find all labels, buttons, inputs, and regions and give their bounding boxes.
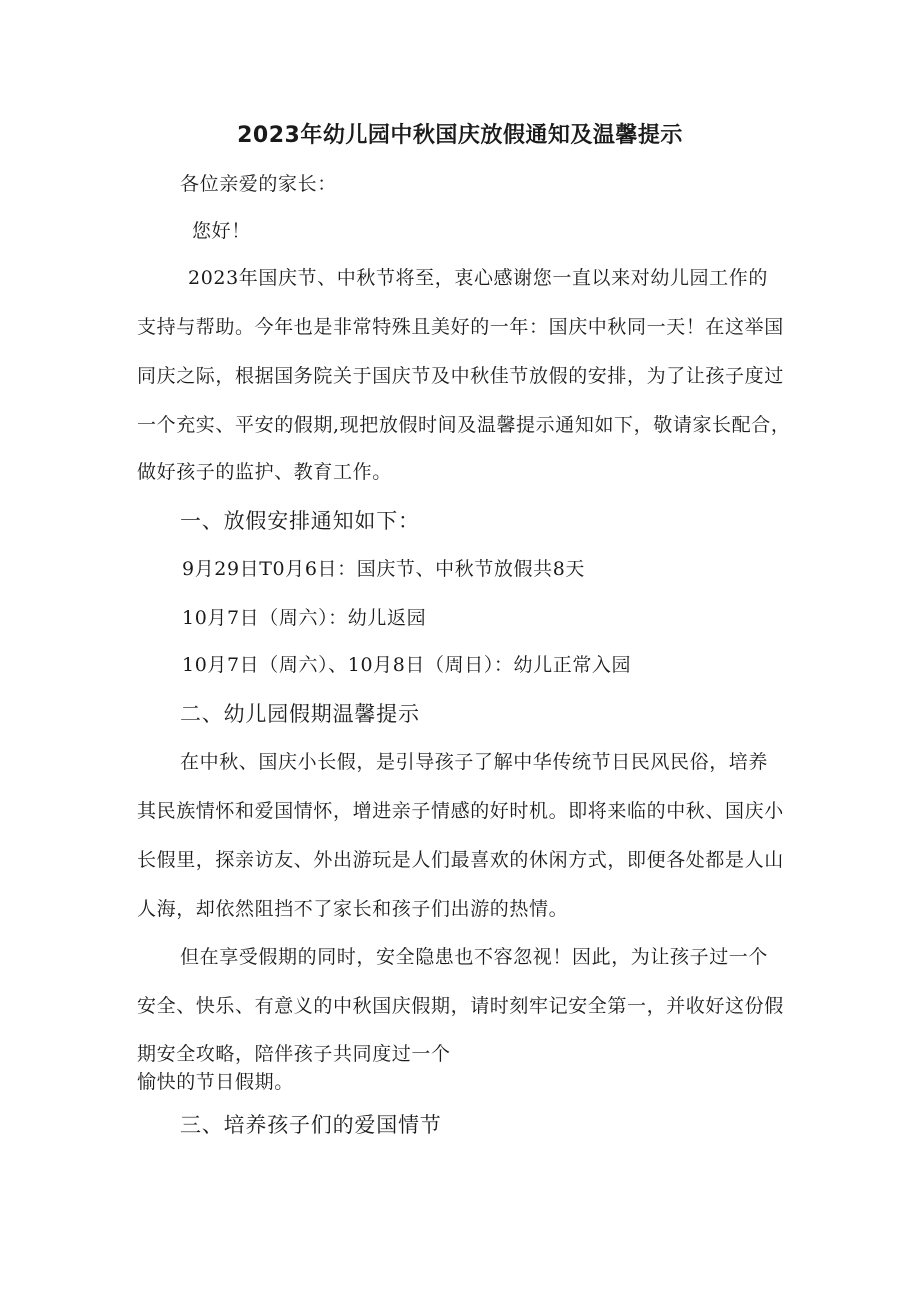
section-heading-3: 三、培养孩子们的爱国情节 xyxy=(180,1113,442,1137)
tips-para1-line-3: 长假里，探亲访友、外出游玩是人们最喜欢的休闲方式，即便各处都是人山 xyxy=(137,849,784,871)
schedule-item-1: 9月29日T0月6日：国庆节、中秋节放假共8天 xyxy=(182,558,586,580)
intro-line-2: 支持与帮助。今年也是非常特殊且美好的一年：国庆中秋同一天！在这举国 xyxy=(137,316,784,338)
document-title: 2023年幼儿园中秋国庆放假通知及温馨提示 xyxy=(237,123,683,148)
tips-para1-line-2: 其民族情怀和爱国情怀，增进亲子情感的好时机。即将来临的中秋、国庆小 xyxy=(137,800,784,822)
intro-line-1: 2023年国庆节、中秋节将至，衷心感谢您一直以来对幼儿园工作的 xyxy=(188,267,768,289)
tips-para1-line-1: 在中秋、国庆小长假，是引导孩子了解中华传统节日民风民俗，培养 xyxy=(180,751,769,773)
section-heading-2: 二、幼儿园假期温馨提示 xyxy=(180,702,420,726)
schedule-item-3: 10月7日（周六）、10月8日（周日）：幼儿正常入园 xyxy=(182,654,632,676)
intro-line-5: 做好孩子的监护、教育工作。 xyxy=(137,461,392,483)
tips-para2-line-1: 但在享受假期的同时，安全隐患也不容忽视！因此，为让孩子过一个 xyxy=(180,946,769,968)
tips-para1-line-4: 人海，却依然阻挡不了家长和孩子们出游的热情。 xyxy=(137,898,569,920)
intro-line-4: 一个充实、平安的假期,现把放假时间及温馨提示通知如下，敬请家长配合， xyxy=(137,414,791,436)
schedule-item-2: 10月7日（周六）：幼儿返园 xyxy=(182,607,427,629)
salutation: 各位亲爱的家长： xyxy=(180,173,337,195)
intro-line-3: 同庆之际，根据国务院关于国庆节及中秋佳节放假的安排，为了让孩子度过 xyxy=(137,365,784,387)
tips-para2-line-3: 期安全攻略，陪伴孩子共同度过一个 xyxy=(137,1043,451,1065)
tips-para2-line-2: 安全、快乐、有意义的中秋国庆假期，请时刻牢记安全第一，并收好这份假 xyxy=(137,995,784,1017)
tips-para2-line-4: 愉快的节日假期。 xyxy=(137,1071,294,1093)
greeting: 您好！ xyxy=(192,220,251,242)
section-heading-1: 一、放假安排通知如下： xyxy=(180,509,420,533)
